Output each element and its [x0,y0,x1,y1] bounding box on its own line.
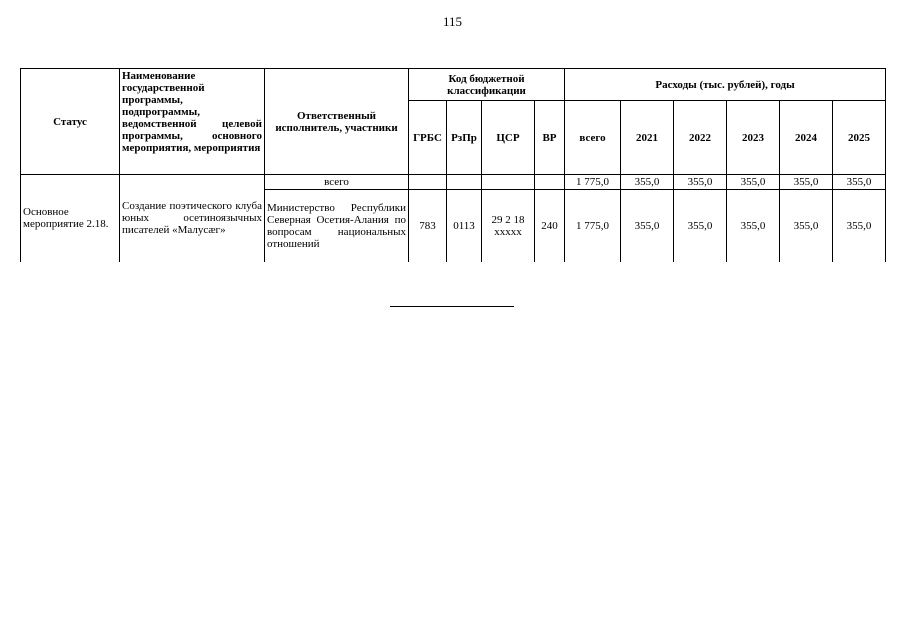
vr-total-cell [535,175,565,190]
total-2024-cell: 355,0 [780,175,833,190]
header-2023: 2023 [727,101,780,175]
grbs-cell: 783 [409,190,447,262]
header-2022: 2022 [674,101,727,175]
header-budget-code: Код бюджетной классификации [409,69,565,101]
responsible-cell: Министерство Республики Северная Осетия-Алания по вопросам национальных отношений [265,190,409,262]
csr-cell [482,190,535,262]
header-2021: 2021 [621,101,674,175]
ministry-2024-cell: 355,0 [780,190,833,262]
ministry-2023-cell: 355,0 [727,190,780,262]
header-rzpr: РзПр [447,101,482,175]
status-cell: Основное мероприятие 2.18. [21,175,120,262]
header-vr: ВР [535,101,565,175]
ministry-sum-cell: 1 775,0 [565,190,621,262]
csr-line-2: xxxxx [494,225,522,238]
event-name-cell: Создание поэтического клуба юных осетиноязычных писателей «Малусæг» [120,175,265,262]
header-2024: 2024 [780,101,833,175]
ministry-2025-cell: 355,0 [833,190,886,262]
vr-cell: 240 [535,190,565,262]
header-status: Статус [21,69,120,175]
ministry-2022-cell: 355,0 [674,190,727,262]
header-responsible: Ответственный исполнитель, участники [265,69,409,175]
ministry-2021-cell: 355,0 [621,190,674,262]
grbs-total-cell [409,175,447,190]
header-2025: 2025 [833,101,886,175]
header-total: всего [565,101,621,175]
total-sum-cell: 1 775,0 [565,175,621,190]
rzpr-cell: 0113 [447,190,482,262]
budget-table [20,68,886,262]
total-2023-cell: 355,0 [727,175,780,190]
total-2022-cell: 355,0 [674,175,727,190]
csr-line-1: 29 2 18 [491,213,525,226]
section-divider [390,306,514,307]
header-row-1 [21,69,886,101]
csr-total-cell [482,175,535,190]
total-2025-cell: 355,0 [833,175,886,190]
header-name: Наименование государственной программы, подпрограммы, ведомственной целевой программы, основного мероприятия, мероприятия [120,69,265,175]
total-label-cell: всего [265,175,409,190]
header-csr: ЦСР [482,101,535,175]
header-grbs: ГРБС [409,101,447,175]
table-row-total [21,175,886,190]
header-expenses: Расходы (тыс. рублей), годы [565,69,886,101]
page-number: 115 [442,14,463,29]
total-2021-cell: 355,0 [621,175,674,190]
rzpr-total-cell [447,175,482,190]
